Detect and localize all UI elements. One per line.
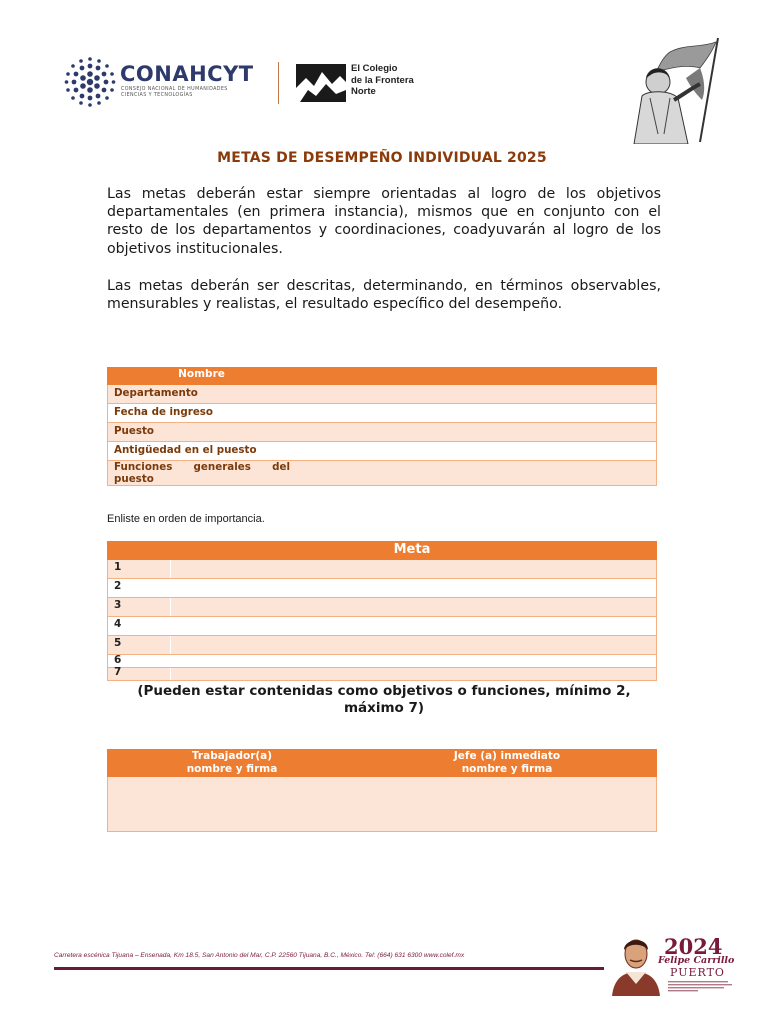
intro-paragraph-1: Las metas deberán estar siempre orientadas al logro de los objetivos departamentales (en primera instancia), mismos que en conjunto con el resto de los departamentos y coordinaciones, coadyuvarán al logro de los objetivos institucionales.: [107, 186, 661, 257]
meta-number-4: 4: [114, 618, 122, 630]
colef-line-2: de la Frontera: [351, 74, 414, 86]
boss-signature-header: [357, 750, 657, 776]
info-table-header: [107, 367, 657, 385]
colef-name: [351, 63, 414, 98]
meta-note: (Pueden estar contenidas como objetivos o funciones, mínimo 2, máximo 7): [137, 683, 631, 716]
colef-logo: [296, 62, 416, 106]
woman-with-flag-illustration: [630, 34, 730, 144]
conahcyt-subtitle-line1: CONSEJO NACIONAL DE HUMANIDADES: [121, 87, 228, 92]
info-row-departamento[interactable]: [107, 385, 657, 404]
boss-sublabel: nombre y firma: [461, 763, 553, 775]
conahcyt-wordmark: CONAHCYT: [120, 62, 254, 86]
label-puesto: Puesto: [114, 425, 154, 437]
meta-number-1: 1: [114, 561, 122, 573]
meta-row-5[interactable]: [107, 636, 657, 655]
felipe-carrillo-portrait: [608, 932, 663, 996]
header-nombre: Nombre: [178, 368, 225, 380]
signature-header: [107, 749, 657, 777]
worker-sublabel: nombre y firma: [186, 763, 278, 775]
info-row-puesto[interactable]: [107, 423, 657, 442]
year-logo-fine-print: [666, 980, 736, 992]
info-row-fecha-ingreso[interactable]: [107, 404, 657, 423]
meta-instruction: Enliste en orden de importancia.: [107, 513, 265, 525]
intro-paragraph-2: Las metas deberán ser descritas, determinando, en términos observables, mensurables y realistas, el resultado específico del desempeño.: [107, 278, 661, 313]
signature-table: [107, 749, 657, 833]
meta-number-6: 6: [114, 654, 122, 666]
meta-row-1[interactable]: [107, 560, 657, 579]
boss-label: Jefe (a) inmediato: [453, 750, 561, 762]
label-antiguedad: Antigüedad en el puesto: [114, 444, 257, 456]
meta-table-header: [107, 541, 657, 560]
meta-row-7[interactable]: [107, 668, 657, 681]
felipe-carrillo-name: Felipe Carrillo: [658, 955, 735, 966]
signature-area[interactable]: [107, 777, 657, 832]
meta-row-3[interactable]: [107, 598, 657, 617]
label-funciones: Funciones generales del puesto: [114, 461, 290, 485]
meta-number-7: 7: [114, 666, 122, 678]
puerto-name: PUERTO: [670, 966, 725, 979]
info-row-funciones[interactable]: [107, 461, 657, 486]
meta-row-divider: [170, 598, 171, 616]
document-title: METAS DE DESEMPEÑO INDIVIDUAL 2025: [217, 150, 547, 166]
label-fecha-ingreso: Fecha de ingreso: [114, 406, 214, 418]
year-2024: 2024: [664, 934, 723, 959]
header-divider: [278, 62, 279, 104]
colef-mountain-mark: [296, 64, 346, 102]
meta-row-divider: [170, 560, 171, 578]
meta-number-2: 2: [114, 580, 122, 592]
meta-number-5: 5: [114, 637, 122, 649]
meta-row-6[interactable]: [107, 655, 657, 668]
meta-row-2[interactable]: [107, 579, 657, 598]
footer-address: Carretera escénica Tijuana – Ensenada, Km 18.5, San Antonio del Mar, C.P. 22560 Tijuana, B.C., México. Tel: (664) 631 6300 www.colef.mx: [54, 952, 465, 959]
meta-row-divider: [170, 636, 171, 654]
year-2024-logo: [608, 932, 738, 996]
colef-line-3: Norte: [351, 86, 376, 97]
conahcyt-dots-emblem: [64, 56, 116, 108]
conahcyt-logo: [64, 56, 269, 112]
meta-row-4[interactable]: [107, 617, 657, 636]
footer-divider: [54, 967, 604, 970]
header-meta: Meta: [393, 542, 431, 557]
label-departamento: Departamento: [114, 387, 198, 399]
meta-row-divider: [170, 668, 171, 680]
worker-signature-header: [107, 750, 357, 776]
info-row-antiguedad[interactable]: [107, 442, 657, 461]
meta-number-3: 3: [114, 599, 122, 611]
worker-label: Trabajador(a): [191, 750, 273, 762]
conahcyt-subtitle-line2: CIENCIAS Y TECNOLOGÍAS: [121, 93, 193, 98]
colef-line-1: El Colegio: [351, 63, 398, 74]
